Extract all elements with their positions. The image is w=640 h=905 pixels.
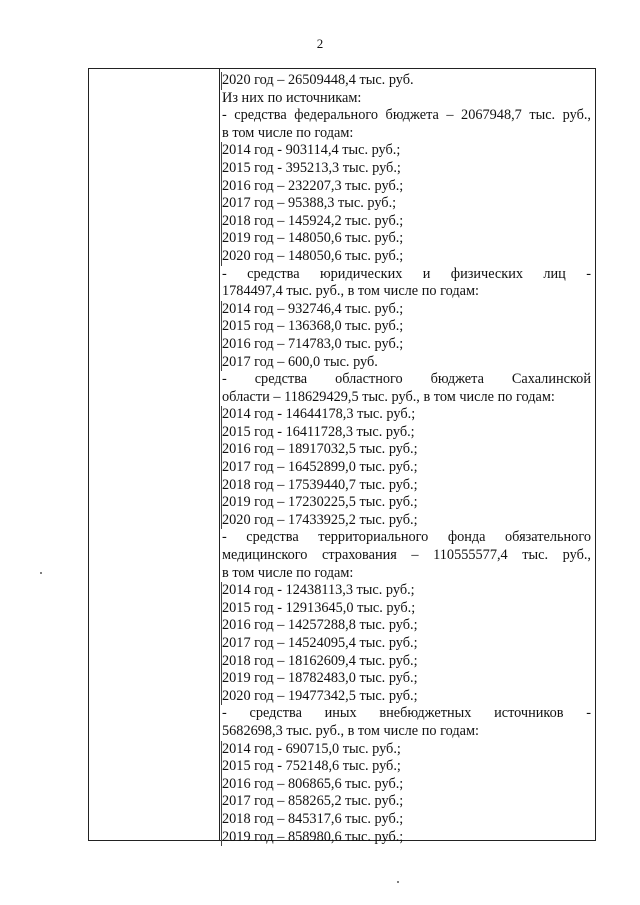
text-line: - средства федерального бюджета – 2067948,7 тыс. руб., xyxy=(222,107,591,124)
text-line: 5682698,3 тыс. руб., в том числе по годам: xyxy=(222,722,479,739)
year-amount-line: 2019 год – 17230225,5 тыс. руб.; xyxy=(222,494,591,512)
year-amount-line: 2016 год – 18917032,5 тыс. руб.; xyxy=(222,441,591,459)
year-amount-line: 2018 год – 18162609,4 тыс. руб.; xyxy=(222,653,591,671)
year-amount-line: 2015 год - 12913645,0 тыс. руб.; xyxy=(222,600,591,618)
year-amount-line: 2017 год – 858265,2 тыс. руб.; xyxy=(222,793,591,811)
year-amount-line: 2017 год – 16452899,0 тыс. руб.; xyxy=(222,459,591,477)
text-line: 1784497,4 тыс. руб., в том числе по годам: xyxy=(222,283,479,300)
text-line: области – 118629429,5 тыс. руб., в том числе по годам: xyxy=(222,388,555,405)
year-amount-line: 2014 год - 903114,4 тыс. руб.; xyxy=(222,142,591,160)
text-line: - средства иных внебюджетных источников - xyxy=(222,705,591,722)
year-amount-line: 2015 год - 752148,6 тыс. руб.; xyxy=(222,758,591,776)
year-amount-line: 2020 год – 148050,6 тыс. руб.; xyxy=(222,248,591,266)
year-amount-line: 2016 год – 714783,0 тыс. руб.; xyxy=(222,336,591,354)
year-amount-line: 2019 год – 858980,6 тыс. руб.; xyxy=(222,829,591,847)
year-amount-line: 2015 год - 395213,3 тыс. руб.; xyxy=(222,160,591,178)
text-line: в том числе по годам: xyxy=(222,564,354,581)
page-number: 2 xyxy=(316,36,324,51)
year-amount-line: 2014 год - 690715,0 тыс. руб.; xyxy=(222,741,591,759)
year-amount-line: 2020 год – 17433925,2 тыс. руб.; xyxy=(222,512,591,530)
year-amount-line: 2017 год – 95388,3 тыс. руб.; xyxy=(222,195,591,213)
year-amount-line: 2015 год – 136368,0 тыс. руб.; xyxy=(222,318,591,336)
text-line: - средства юридических и физических лиц - xyxy=(222,265,591,282)
text-line: - средства областного бюджета Сахалинской xyxy=(222,371,591,388)
column-divider xyxy=(219,69,220,840)
year-amount-line: 2017 год – 14524095,4 тыс. руб.; xyxy=(222,635,591,653)
year-amount-line: 2014 год - 14644178,3 тыс. руб.; xyxy=(222,406,591,424)
text-line: в том числе по годам: xyxy=(222,124,354,141)
year-amount-line: 2016 год – 14257288,8 тыс. руб.; xyxy=(222,617,591,635)
year-amount-line: 2018 год – 145924,2 тыс. руб.; xyxy=(222,213,591,231)
scan-speck xyxy=(40,572,42,574)
year-amount-line: 2020 год – 19477342,5 тыс. руб.; xyxy=(222,688,591,706)
year-amount-line: 2018 год – 17539440,7 тыс. руб.; xyxy=(222,477,591,495)
year-amount-line: 2014 год – 932746,4 тыс. руб.; xyxy=(222,301,591,319)
year-amount-line: 2016 год – 806865,6 тыс. руб.; xyxy=(222,776,591,794)
year-amount-line: 2018 год – 845317,6 тыс. руб.; xyxy=(222,811,591,829)
scan-speck xyxy=(397,881,399,883)
text-line: - средства территориального фонда обязательного xyxy=(222,529,591,546)
year-amount-line: 2020 год – 26509448,4 тыс. руб. xyxy=(222,72,591,90)
year-amount-line: 2019 год – 148050,6 тыс. руб.; xyxy=(222,230,591,248)
year-amount-line: 2016 год – 232207,3 тыс. руб.; xyxy=(222,178,591,196)
text-line: медицинского страхования – 110555577,4 тыс. руб., xyxy=(222,547,591,564)
year-amount-line: 2015 год - 16411728,3 тыс. руб.; xyxy=(222,424,591,442)
year-amount-line: 2017 год – 600,0 тыс. руб. xyxy=(222,354,591,372)
funding-text-cell xyxy=(222,72,591,846)
year-amount-line: 2014 год - 12438113,3 тыс. руб.; xyxy=(222,582,591,600)
funding-table xyxy=(88,68,596,845)
year-amount-line: 2019 год – 18782483,0 тыс. руб.; xyxy=(222,670,591,688)
text-line: Из них по источникам: xyxy=(222,89,362,106)
